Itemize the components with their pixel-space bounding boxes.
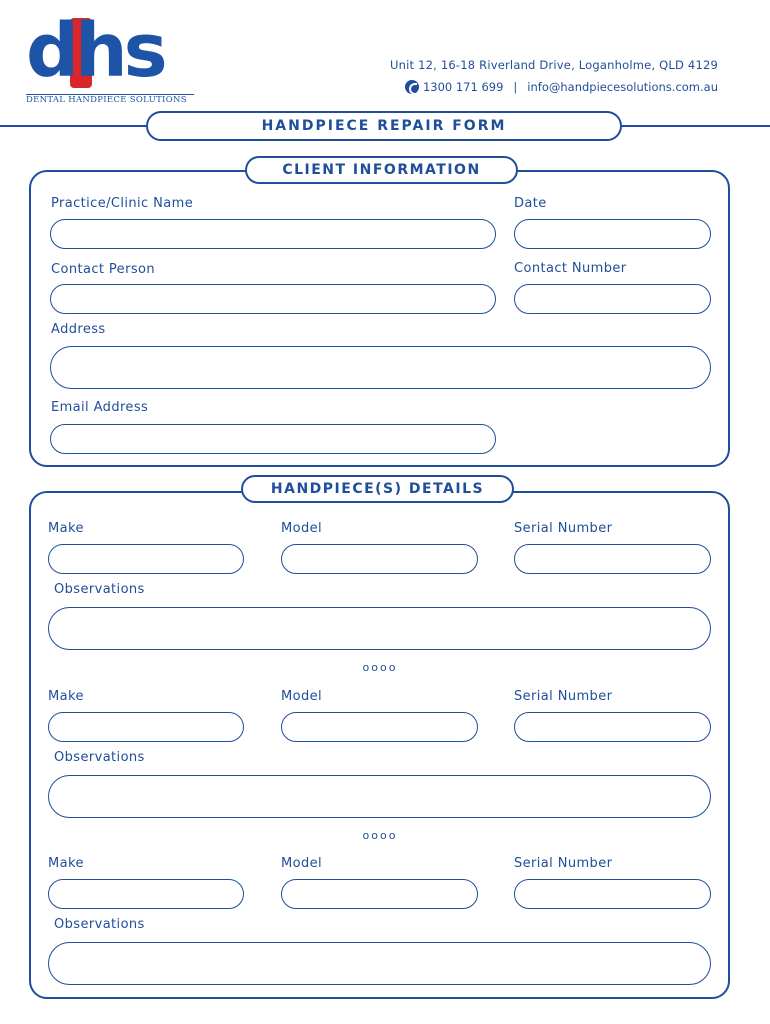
- model-field[interactable]: [281, 544, 478, 574]
- handpiece-details-heading: HANDPIECE(S) DETAILS: [241, 475, 514, 503]
- serial-number-label: Serial Number: [514, 521, 613, 536]
- client-info-panel: [29, 170, 730, 467]
- company-logo: [26, 8, 194, 105]
- contact-number-label: Contact Number: [514, 261, 627, 276]
- company-address: Unit 12, 16-18 Riverland Drive, Loganholme, QLD 4129: [390, 58, 718, 72]
- contact-person-label: Contact Person: [51, 262, 155, 277]
- observations-label: Observations: [54, 750, 145, 765]
- company-phone: 1300 171 699: [422, 80, 504, 94]
- serial-number-label: Serial Number: [514, 689, 613, 704]
- company-contact: [405, 80, 718, 94]
- model-field[interactable]: [281, 879, 478, 909]
- observations-field[interactable]: [48, 775, 711, 818]
- observations-field[interactable]: [48, 607, 711, 650]
- contact-person-field[interactable]: [50, 284, 496, 314]
- date-label: Date: [514, 196, 547, 211]
- serial-number-field[interactable]: [514, 544, 711, 574]
- model-field[interactable]: [281, 712, 478, 742]
- logo-letters: dhs: [26, 8, 164, 94]
- make-label: Make: [48, 521, 84, 536]
- title-line-right: [620, 125, 770, 127]
- entry-divider: oooo: [362, 829, 398, 842]
- observations-field[interactable]: [48, 942, 711, 985]
- client-info-heading: CLIENT INFORMATION: [245, 156, 518, 184]
- form-title: HANDPIECE REPAIR FORM: [146, 111, 622, 141]
- observations-label: Observations: [54, 582, 145, 597]
- entry-divider: oooo: [362, 661, 398, 674]
- model-label: Model: [281, 856, 323, 871]
- make-label: Make: [48, 856, 84, 871]
- contact-separator: |: [513, 80, 518, 94]
- company-email: info@handpiecesolutions.com.au: [527, 80, 718, 94]
- email-address-field[interactable]: [50, 424, 496, 454]
- email-address-label: Email Address: [51, 400, 149, 415]
- logo-subtitle: DENTAL HANDPIECE SOLUTIONS: [26, 94, 194, 105]
- practice-name-label: Practice/Clinic Name: [51, 196, 194, 211]
- serial-number-field[interactable]: [514, 712, 711, 742]
- observations-label: Observations: [54, 917, 145, 932]
- title-line-left: [0, 125, 148, 127]
- address-field[interactable]: [50, 346, 711, 389]
- serial-number-field[interactable]: [514, 879, 711, 909]
- make-field[interactable]: [48, 712, 244, 742]
- model-label: Model: [281, 689, 323, 704]
- make-label: Make: [48, 689, 84, 704]
- contact-number-field[interactable]: [514, 284, 711, 314]
- make-field[interactable]: [48, 879, 244, 909]
- practice-name-field[interactable]: [50, 219, 496, 249]
- phone-icon: [405, 80, 419, 94]
- make-field[interactable]: [48, 544, 244, 574]
- serial-number-label: Serial Number: [514, 856, 613, 871]
- date-field[interactable]: [514, 219, 711, 249]
- model-label: Model: [281, 521, 323, 536]
- address-label: Address: [51, 322, 106, 337]
